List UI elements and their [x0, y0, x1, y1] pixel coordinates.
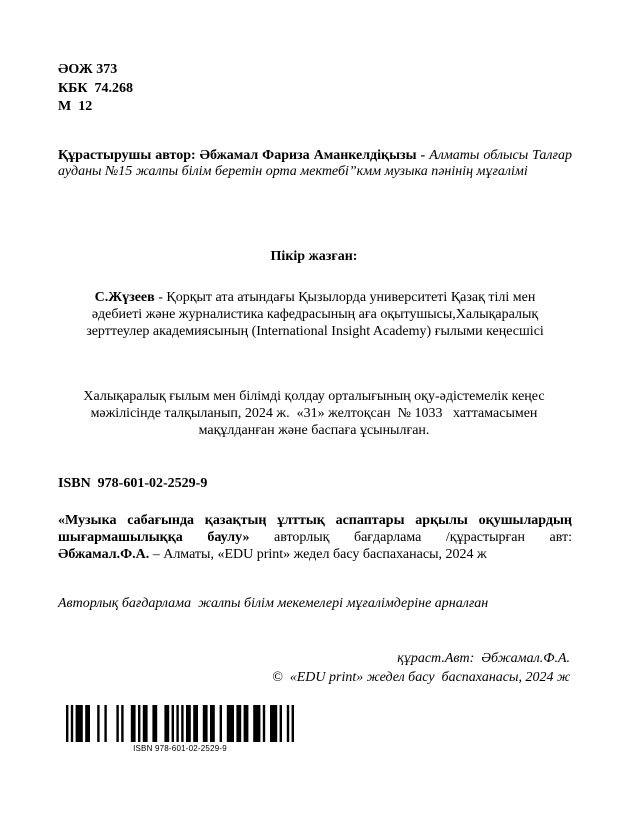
reviewer-block — [58, 289, 572, 340]
barcode-caption: ISBN 978-601-02-2529-9 — [133, 744, 227, 753]
author-label: Құрастырушы автор: Әбжамал Фариза Аманкелдіқызы - — [58, 148, 426, 163]
citation-rest-3: – Алматы, «EDU print» жедел басу баспаханасы, 2024 ж — [149, 547, 487, 562]
barcode-bar — [186, 705, 191, 742]
barcode-bar — [236, 705, 241, 742]
barcode-bar — [253, 705, 260, 742]
isbn-barcode — [66, 705, 294, 755]
barcode-bar — [220, 705, 222, 742]
citation-title-1: «Музыка сабағында қазақтың ұлттық аспаптары арқылы оқушылардың — [58, 513, 572, 528]
barcode-bar — [85, 705, 90, 742]
barcode-bar — [172, 705, 174, 742]
barcode-bar — [138, 705, 140, 742]
review-heading: Пікір жазған: — [270, 249, 358, 264]
barcode-bars — [66, 705, 294, 745]
barcode-bar — [193, 705, 198, 742]
barcode-bar — [287, 705, 289, 742]
barcode-bar — [203, 705, 208, 742]
reviewer-desc-1: - Қорқыт ата атындағы Қызылорда университеті Қазақ тілі мен — [154, 290, 536, 305]
citation-rest-2: авторлық бағдарлама /құрастырған авт: — [249, 530, 572, 545]
compiler-block — [272, 649, 570, 687]
barcode-bar — [121, 705, 123, 742]
lbc-code: КБК 74.268 — [58, 80, 134, 96]
barcode-bar — [104, 705, 106, 742]
barcode-bar — [97, 705, 99, 742]
approval-line-2: мәжілісінде талқыланып, 2024 ж. «31» желтоқсан № 1033 хаттамасымен — [90, 406, 538, 421]
barcode-bar — [292, 705, 294, 742]
barcode-bar — [176, 705, 178, 742]
barcode-bar — [131, 705, 136, 742]
barcode-bar — [116, 705, 118, 742]
barcode-bar — [181, 705, 183, 742]
reviewer-desc-3: зерттеулер академиясының (International Insight Academy) ғылыми кеңесшісі — [86, 324, 544, 339]
author-block — [58, 148, 572, 180]
isbn-number: ISBN 978-601-02-2529-9 — [58, 476, 208, 491]
citation-title-2: шығармашылыққа баулу» — [58, 530, 250, 545]
barcode-bar — [210, 705, 215, 742]
barcode-bar — [263, 705, 265, 742]
purpose-note: Авторлық бағдарлама жалпы білім мекемелері мұғалімдеріне арналған — [58, 596, 489, 611]
approval-line-3: мақұлданған және баспаға ұсынылған. — [198, 423, 430, 438]
reviewer-name: С.Жүзеев — [94, 290, 155, 305]
barcode-bar — [270, 705, 277, 742]
reviewer-line-1 — [58, 289, 572, 306]
classification-codes — [58, 61, 133, 117]
author-affiliation: Алматы облысы Талғар ауданы №15 жалпы білім беретін орта мектебі”кмм музыка пәнінің мұғалімі — [58, 148, 572, 179]
barcode-bar — [244, 705, 249, 742]
citation-line-3 — [58, 546, 572, 563]
compiler-line-1: құраст.Авт: Әбжамал.Ф.А. — [397, 651, 570, 666]
barcode-bar — [143, 705, 148, 742]
barcode-bar — [152, 705, 157, 742]
barcode-bar — [280, 705, 282, 742]
citation-block — [58, 512, 572, 563]
citation-author: Әбжамал.Ф.А. — [58, 547, 150, 562]
barcode-bar — [66, 705, 68, 742]
barcode-bar — [76, 705, 83, 742]
copyright-line: © «EDU print» жедел басу баспаханасы, 2024 ж — [272, 670, 570, 685]
citation-line-2 — [58, 529, 572, 546]
approval-line-1: Халықаралық ғылым мен білімді қолдау орталығының оқу-әдістемелік кеңес — [83, 389, 545, 404]
udc-code: ӘОЖ 373 — [58, 62, 118, 77]
approval-block — [30, 388, 598, 439]
barcode-bar — [227, 705, 234, 742]
reviewer-desc-2: әдебиеті және журналистика кафедрасының аға оқытушысы,Халықаралық — [91, 307, 539, 322]
barcode-bar — [164, 705, 169, 742]
author-mark: М 12 — [58, 99, 93, 114]
barcode-bar — [71, 705, 73, 742]
